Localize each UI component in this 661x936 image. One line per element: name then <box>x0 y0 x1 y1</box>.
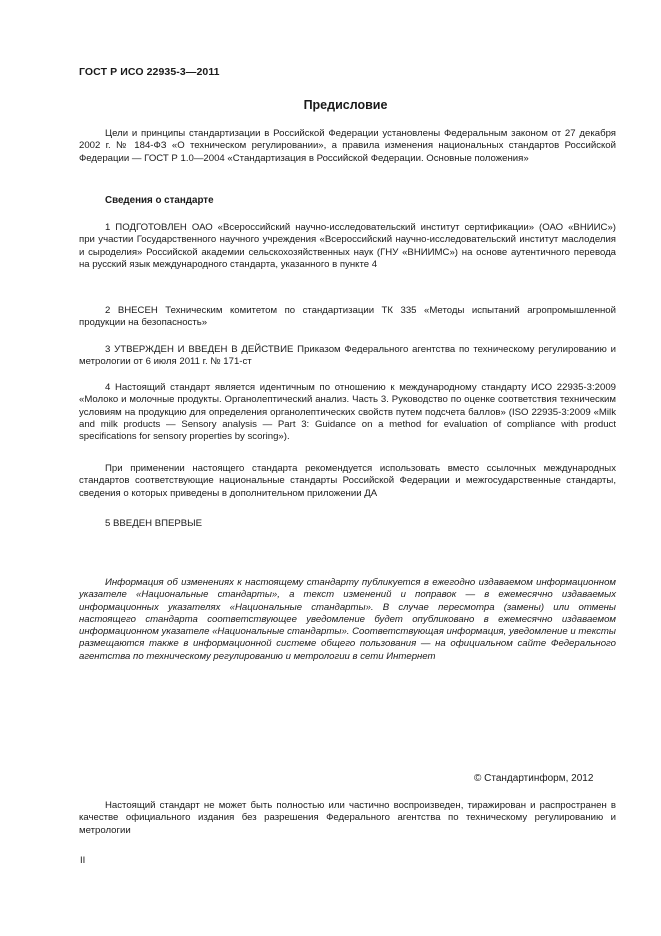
page-number: II <box>80 855 86 866</box>
section-subheading: Сведения о стандарте <box>105 195 214 206</box>
item-5-paragraph: 5 ВВЕДЕН ВПЕРВЫЕ <box>105 518 203 529</box>
copyright-line: © Стандартинформ, 2012 <box>474 773 594 784</box>
changes-info-notice: Информация об изменениях к настоящему стандарту публикуется в ежегодно издаваемом информационном указателе «Национальные стандарты», а текст изменений и поправок — в ежемесячно издаваемых информационных указателях «Национальные стандарты». В случае пересмотра (замены) или отмены настоящего стандарта соответствующее уведомление будет опубликовано в ежемесячно издаваемом информационном указателе «Национальные стандарты». Соответствующая информация, уведомление и тексты размещаются также в информационной системе общего пользования — на официальном сайте Федерального агентства по техническому регулированию и метрологии в сети Интернет <box>79 577 616 662</box>
reproduction-notice: Настоящий стандарт не может быть полностью или частично воспроизведен, тиражирован и распространен в качестве официального издания без разрешения Федерального агентства по техническому регулированию и метрологии <box>79 800 616 836</box>
page-title: Предисловие <box>303 98 388 112</box>
item-1-paragraph: 1 ПОДГОТОВЛЕН ОАО «Всероссийский научно-исследовательский институт сертификации» (ОАО «ВНИИС») при участии Государственного научного учреждения «Всероссийский научно-исследовательский институт маслоделия и сыроделия» Российской академии сельскохозяйственных наук (ГНУ «ВНИИМС») на основе аутентичного перевода на русский язык международного стандарта, указанного в пункте 4 <box>79 222 616 270</box>
document-id-header: ГОСТ Р ИСО 22935-3—2011 <box>79 66 220 78</box>
intro-paragraph: Цели и принципы стандартизации в Российской Федерации установлены Федеральным законом от 27 декабря 2002 г. № 184-ФЗ «О техническом регулировании», а правила изменения национальных стандартов Российской Федерации — ГОСТ Р 1.0—2004 «Стандартизация в Российской Федерации. Основные положения» <box>79 128 616 164</box>
item-4-note-paragraph: При применении настоящего стандарта рекомендуется использовать вместо ссылочных международных стандартов соответствующие национальные стандарты Российской Федерации и межгосударственные стандарты, сведения о которых приведены в дополнительном приложении ДА <box>79 463 616 499</box>
item-3-paragraph: 3 УТВЕРЖДЕН И ВВЕДЕН В ДЕЙСТВИЕ Приказом Федерального агентства по техническому регулированию и метрологии от 6 июля 2011 г. № 171-ст <box>79 344 616 368</box>
item-4-paragraph: 4 Настоящий стандарт является идентичным по отношению к международному стандарту ИСО 22935-3:2009 «Молоко и молочные продукты. Органолептический анализ. Часть 3. Руководство по оценке соответствия техническим условиям на продукцию для определения органолептических свойств путем подсчета баллов» (ISO 22935-3:2009 «Milk and milk products — Sensory analysis — Part 3: Guidance on a method for evaluation of compliance with product specifications for sensory properties by scoring»). <box>79 382 616 443</box>
item-2-paragraph: 2 ВНЕСЕН Техническим комитетом по стандартизации ТК 335 «Методы испытаний агропромышленной продукции на безопасность» <box>79 305 616 329</box>
